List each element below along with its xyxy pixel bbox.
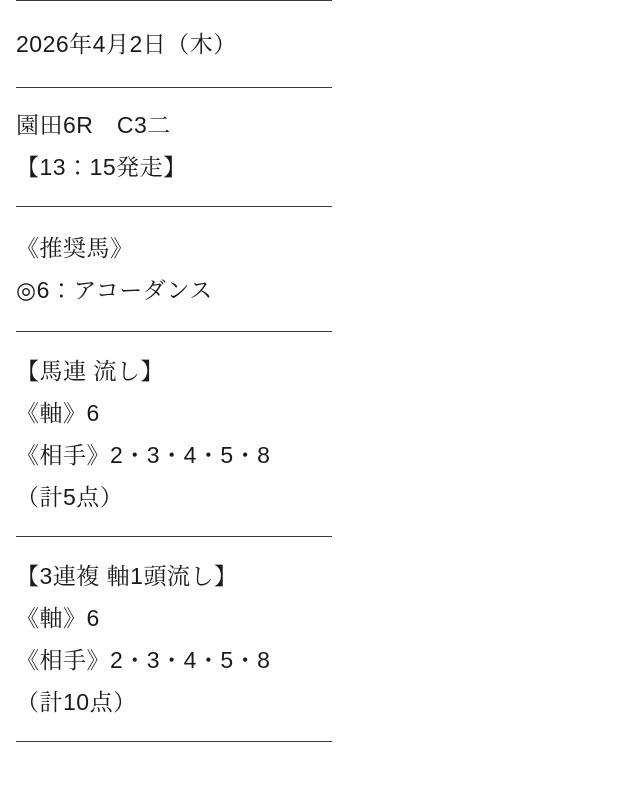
umaren-partners: 《相手》2・3・4・5・8	[16, 442, 271, 468]
sanrenpuku-axis: 《軸》6	[16, 605, 100, 631]
date-text: 2026年4月2日（木）	[16, 31, 237, 57]
bet-sanrenpuku-block	[0, 537, 640, 741]
recommended-horse-block	[0, 207, 640, 331]
sanrenpuku-heading: 【3連複 軸1頭流し】	[16, 563, 238, 589]
race-block	[0, 88, 640, 206]
recommended-heading: 《推奨馬》	[16, 235, 134, 261]
umaren-heading: 【馬連 流し】	[16, 358, 164, 384]
sanrenpuku-partners: 《相手》2・3・4・5・8	[16, 647, 271, 673]
recommended-horse: ◎6：アコーダンス	[16, 277, 213, 303]
umaren-axis: 《軸》6	[16, 400, 100, 426]
race-post-time: 【13：15発走】	[16, 154, 187, 180]
sanrenpuku-total: （計10点）	[16, 689, 137, 715]
bet-umaren-block	[0, 332, 640, 536]
date-block	[0, 1, 640, 87]
divider-bottom	[16, 741, 332, 742]
race-venue-number: 園田6R C3二	[16, 112, 171, 138]
umaren-total: （計5点）	[16, 484, 124, 510]
